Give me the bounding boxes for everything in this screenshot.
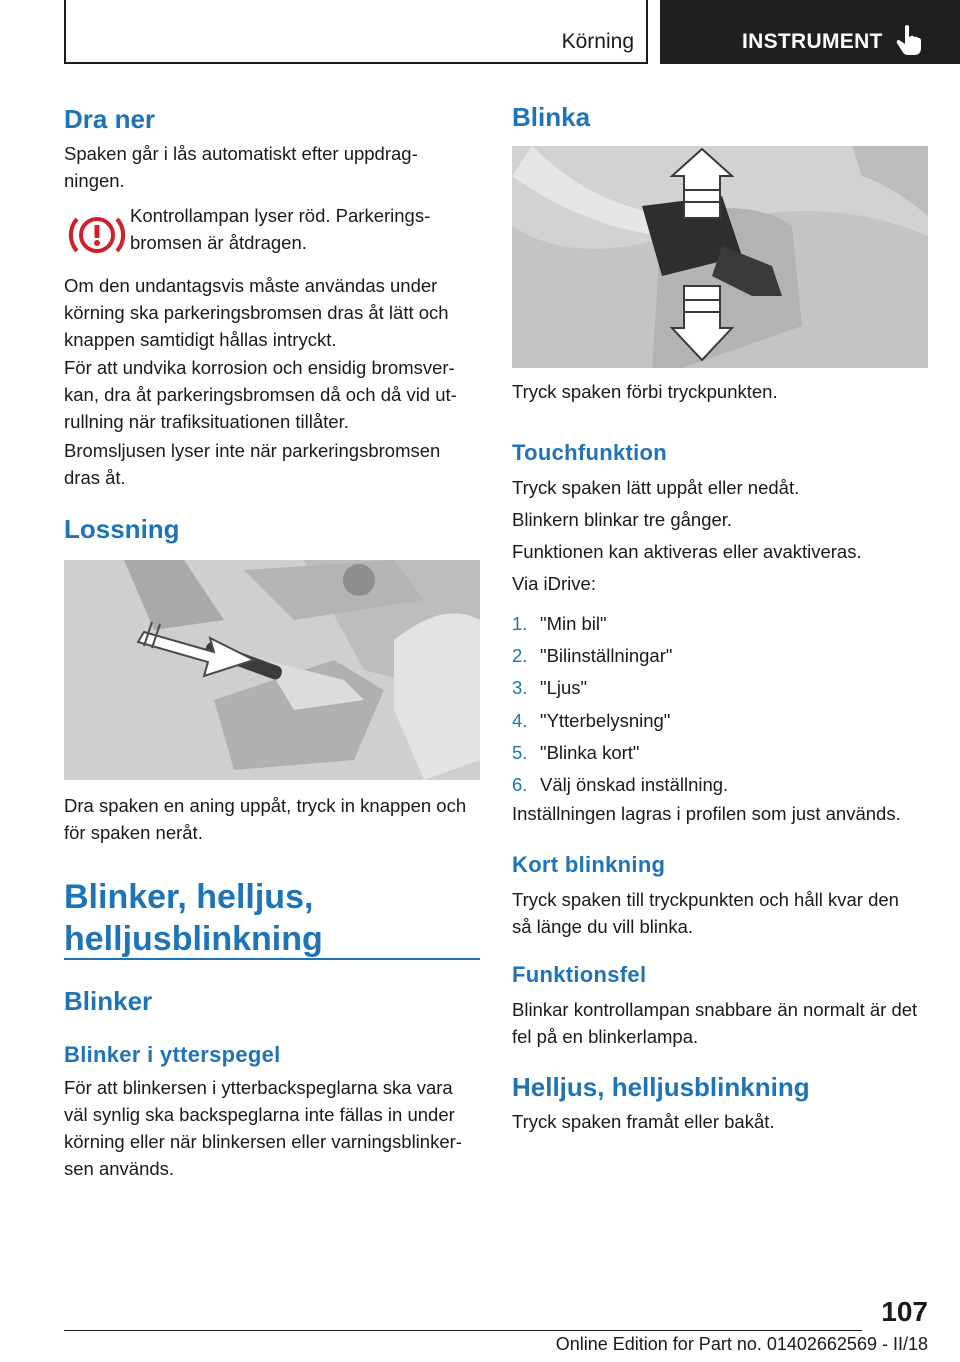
text-line: kan, dra åt parkeringsbromsen då och då vid ut- <box>64 384 457 405</box>
list-item <box>512 640 728 672</box>
turn-signal-photo <box>512 146 928 368</box>
warning-text <box>130 202 482 256</box>
touch-text-2: Blinkern blinkar tre gånger. <box>512 509 733 530</box>
text-line: väl synlig ska backspeglarna inte fällas in under <box>64 1104 455 1125</box>
hand-pointer-icon <box>896 24 922 56</box>
paragraph-corrosion <box>64 354 457 435</box>
heading-funktionsfel: Funktionsfel <box>512 962 647 987</box>
list-item <box>512 608 728 640</box>
text-line: Dra spaken en aning uppåt, tryck in knappen och <box>64 795 467 816</box>
turn-signal-illustration <box>512 146 928 368</box>
step-text: "Ljus" <box>540 677 588 699</box>
brake-warning-icon <box>68 212 126 258</box>
footer-rule <box>64 1330 862 1331</box>
heading-line: Blinker, helljus, <box>64 878 314 916</box>
touch-text-1: Tryck spaken lätt uppåt eller nedåt. <box>512 477 800 498</box>
step-text: "Blinka kort" <box>540 741 640 763</box>
text-line: rullning när trafiksituationen tillåter. <box>64 411 349 432</box>
paragraph-helljus: Tryck spaken framåt eller bakåt. <box>512 1111 775 1132</box>
step-number: 1. <box>512 613 528 634</box>
text-line: fel på en blinkerlampa. <box>512 1026 699 1047</box>
text-line: körning eller när blinkersen eller varningsblinker- <box>64 1131 462 1152</box>
list-item <box>512 769 728 801</box>
paragraph-funktionsfel <box>512 996 917 1050</box>
text-line: Kontrollampan lyser röd. Parkerings- <box>130 205 431 226</box>
step-text: "Min bil" <box>540 613 607 634</box>
step-number: 6. <box>512 774 528 796</box>
paragraph-usage <box>64 272 449 353</box>
list-item <box>512 672 728 704</box>
heading-touchfunktion: Touchfunktion <box>512 440 668 465</box>
text-line: så länge du vill blinka. <box>512 916 693 937</box>
header-chapter-title: INSTRUMENT <box>742 30 883 53</box>
heading-kort-blinkning: Kort blinkning <box>512 852 666 877</box>
header-chapter-box <box>660 0 960 64</box>
handbrake-illustration <box>64 560 480 780</box>
text-line: bromsen är åtdragen. <box>130 232 307 253</box>
text-line: dras åt. <box>64 467 126 488</box>
handbrake-photo <box>64 560 480 780</box>
text-line: sen används. <box>64 1158 175 1179</box>
step-text: "Ytterbelysning" <box>540 709 671 731</box>
heading-lossning: Lossning <box>64 514 180 544</box>
text-line: Bromsljusen lyser inte när parkeringsbromsen <box>64 440 441 461</box>
step-number: 5. <box>512 741 528 763</box>
header-section-box <box>64 0 648 64</box>
paragraph-dra-ner <box>64 140 418 194</box>
section-rule <box>64 958 480 960</box>
profile-text: Inställningen lagras i profilen som just används. <box>512 803 901 824</box>
heading-line: helljusblinkning <box>64 920 323 958</box>
step-number: 4. <box>512 709 528 731</box>
heading-blinker-helljus <box>64 876 323 960</box>
caption-turn-signal: Tryck spaken förbi tryckpunkten. <box>512 381 778 402</box>
text-line: ningen. <box>64 170 125 191</box>
text-line: För att undvika korrosion och ensidig bromsver- <box>64 357 455 378</box>
heading-blinka: Blinka <box>512 102 591 132</box>
paragraph-brake-lights <box>64 437 440 491</box>
list-item <box>512 705 728 737</box>
text-line: Tryck spaken till tryckpunkten och håll kvar den <box>512 889 899 910</box>
text-line: knappen samtidigt hållas intryckt. <box>64 329 337 350</box>
idrive-steps-list <box>512 608 728 801</box>
edition-text: Online Edition for Part no. 01402662569 - II/18 <box>555 1334 928 1354</box>
text-line: Om den undantagsvis måste användas under <box>64 275 438 296</box>
page-number: 107 <box>881 1296 928 1327</box>
heading-dra-ner: Dra ner <box>64 104 156 134</box>
header-section-title: Körning <box>561 30 634 53</box>
step-text: Välj önskad inställning. <box>540 774 729 796</box>
touch-text-3: Funktionen kan aktiveras eller avaktiveras. <box>512 541 862 562</box>
heading-blinker-ytterspegel: Blinker i ytterspegel <box>64 1042 281 1067</box>
touch-text-4: Via iDrive: <box>512 573 596 594</box>
caption-handbrake <box>64 792 466 846</box>
text-line: Spaken går i lås automatiskt efter uppdrag- <box>64 143 418 164</box>
heading-blinker: Blinker <box>64 986 153 1016</box>
text-line: för spaken neråt. <box>64 822 203 843</box>
text-line: körning ska parkeringsbromsen dras åt lätt och <box>64 302 449 323</box>
text-line: För att blinkersen i ytterbackspeglarna ska vara <box>64 1077 453 1098</box>
step-number: 2. <box>512 645 528 667</box>
step-text: "Bilinställningar" <box>540 645 673 667</box>
step-number: 3. <box>512 677 528 699</box>
paragraph-ytterspegel <box>64 1074 462 1182</box>
list-item <box>512 737 728 769</box>
text-line: Blinkar kontrollampan snabbare än normalt är det <box>512 999 918 1020</box>
heading-helljus: Helljus, helljusblinkning <box>512 1072 810 1102</box>
paragraph-kort-blinkning <box>512 886 899 940</box>
